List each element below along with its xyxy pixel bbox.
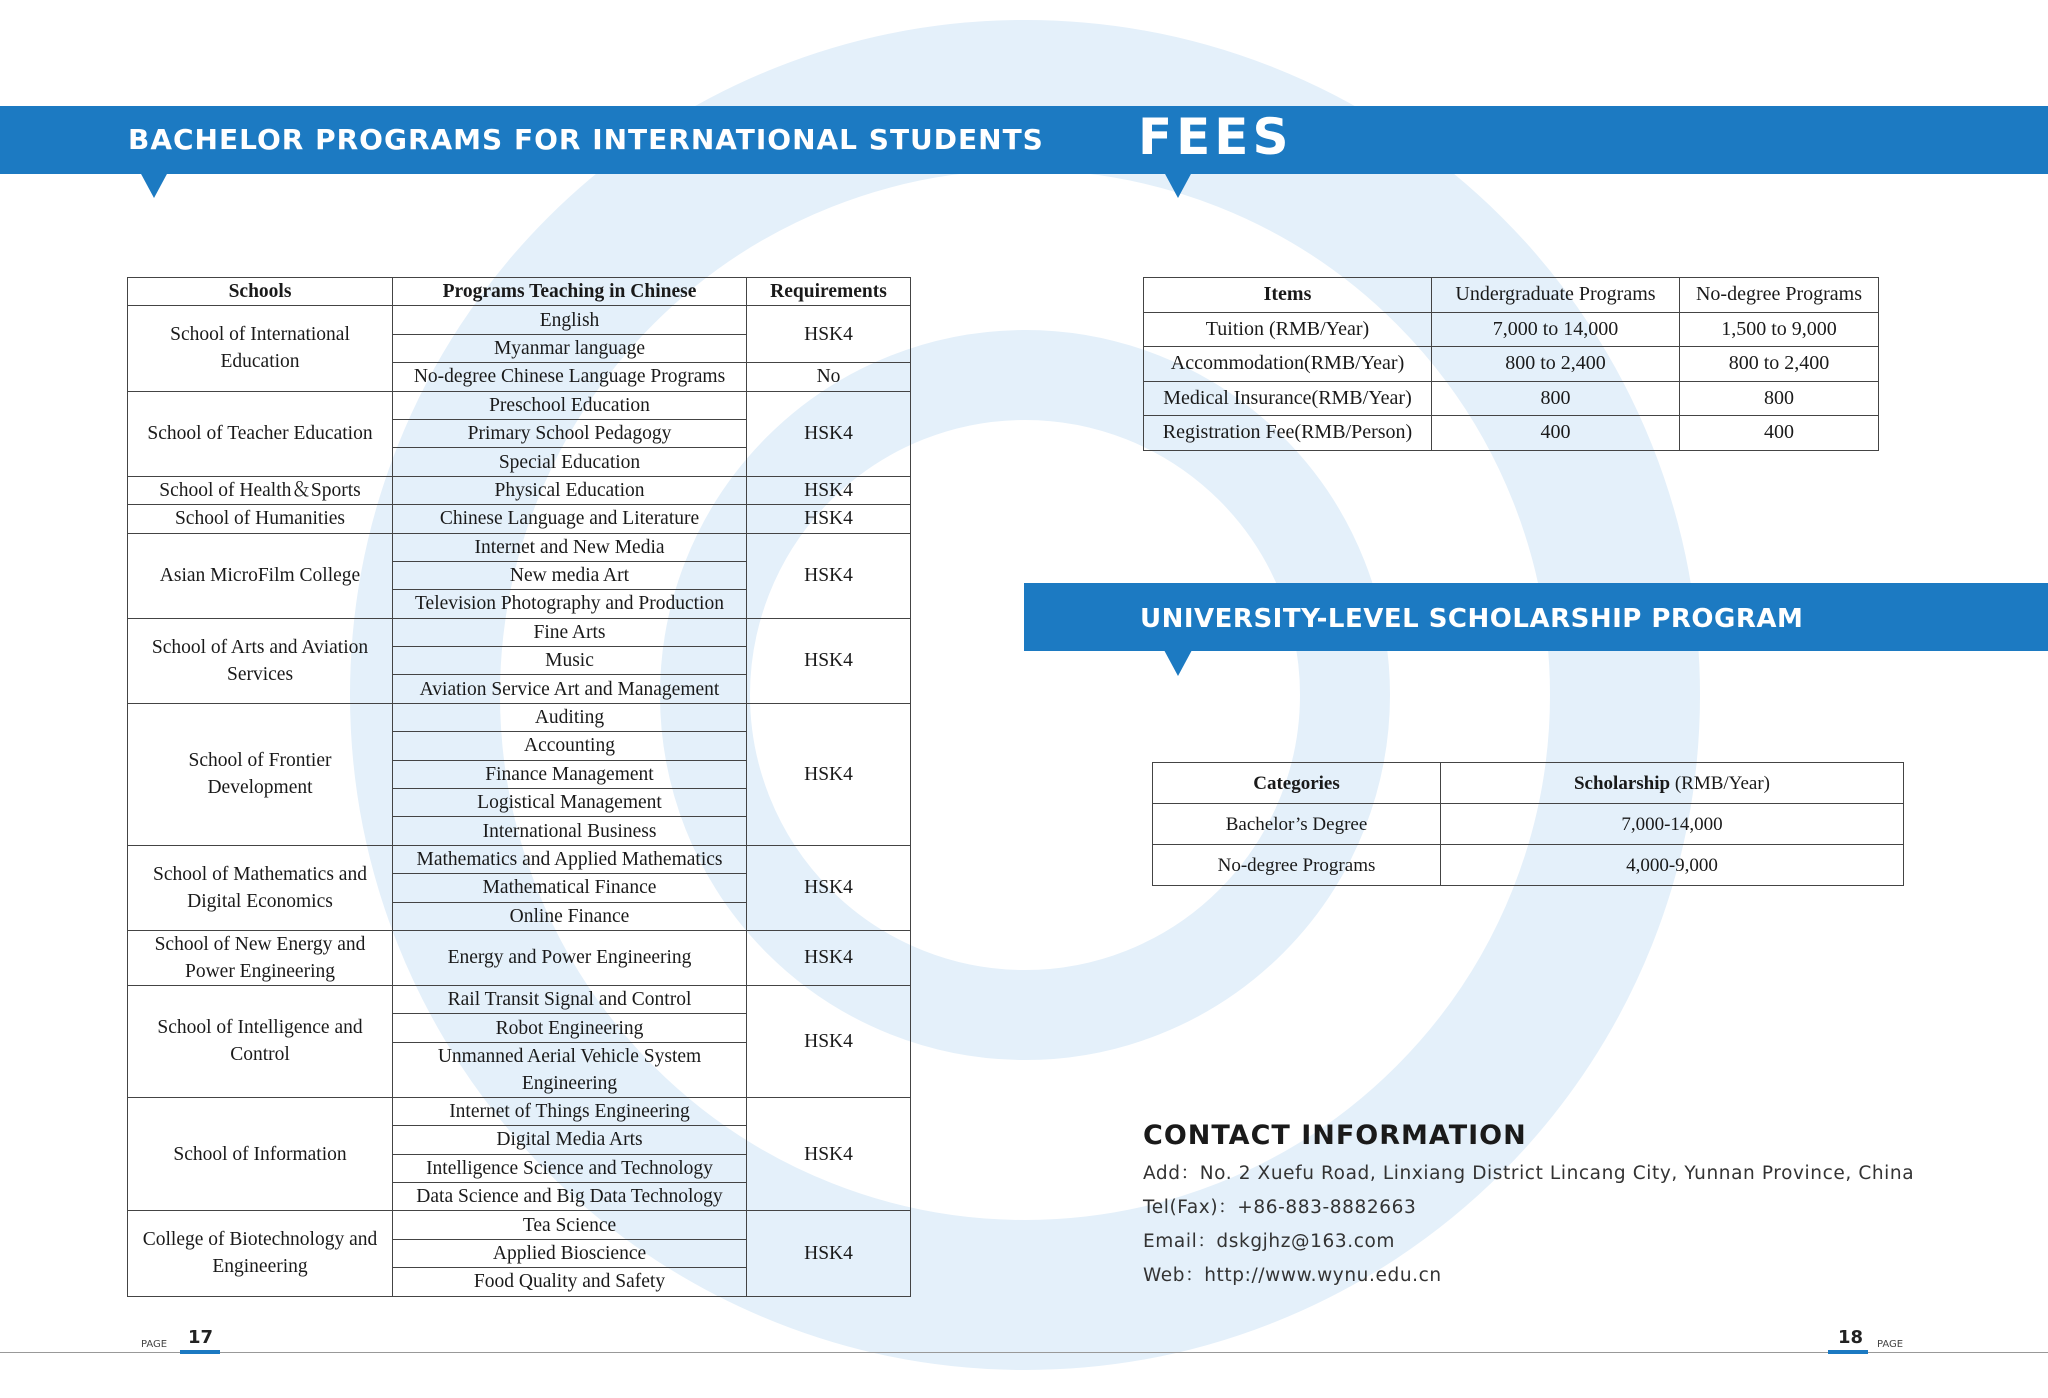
school-name-cell: School of Arts and Aviation Services (128, 618, 393, 703)
program-name-cell: Television Photography and Production (393, 590, 747, 618)
right-page-bar (1828, 1350, 1868, 1354)
left-page-title: BACHELOR PROGRAMS FOR INTERNATIONAL STUDENTS (128, 123, 1044, 156)
requirement-cell: HSK4 (747, 476, 911, 504)
program-name-cell: Physical Education (393, 476, 747, 504)
program-name-cell: Energy and Power Engineering (393, 930, 747, 985)
fees-header-nodegree: No-degree Programs (1680, 278, 1879, 313)
program-name-cell: Online Finance (393, 902, 747, 930)
table-row (1144, 416, 1879, 451)
contact-address: Add：No. 2 Xuefu Road, Linxiang District Lincang City, Yunnan Province, China (1143, 1163, 1915, 1184)
table-row (128, 985, 911, 1013)
program-name-cell: Digital Media Arts (393, 1126, 747, 1154)
fee-nodegree-cell: 1,500 to 9,000 (1680, 312, 1879, 347)
contact-title: CONTACT INFORMATION (1143, 1120, 1527, 1151)
program-name-cell: Robot Engineering (393, 1014, 747, 1042)
program-name-cell: English (393, 306, 747, 334)
table-row (1153, 845, 1904, 886)
left-page-word: PAGE (141, 1339, 168, 1350)
program-name-cell: Mathematical Finance (393, 874, 747, 902)
program-name-cell: Tea Science (393, 1211, 747, 1239)
requirement-cell: HSK4 (747, 505, 911, 533)
right-page-word: PAGE (1877, 1339, 1904, 1350)
scholarship-amount-cell: 4,000-9,000 (1441, 845, 1904, 886)
school-name-cell: School of New Energy and Power Engineering (128, 930, 393, 985)
requirement-cell: HSK4 (747, 1211, 911, 1296)
scholarship-category-cell: Bachelor’s Degree (1153, 804, 1441, 845)
scholarship-header-categories: Categories (1153, 763, 1441, 804)
requirement-cell: HSK4 (747, 703, 911, 845)
footer-rule-right (1024, 1352, 2048, 1353)
school-name-cell: School of International Education (128, 306, 393, 391)
fee-item-cell: Medical Insurance(RMB/Year) (1144, 381, 1432, 416)
scholarship-table (1152, 762, 1904, 886)
scholarship-category-cell: No-degree Programs (1153, 845, 1441, 886)
program-name-cell: Accounting (393, 732, 747, 760)
fee-nodegree-cell: 400 (1680, 416, 1879, 451)
program-name-cell: Myanmar language (393, 334, 747, 362)
table-row (128, 391, 911, 419)
fees-title: FEES (1138, 108, 1293, 166)
table-row (1144, 347, 1879, 382)
program-name-cell: Logistical Management (393, 789, 747, 817)
table-row (128, 306, 911, 334)
program-name-cell: Internet of Things Engineering (393, 1097, 747, 1125)
school-name-cell: School of Information (128, 1097, 393, 1211)
requirement-cell: HSK4 (747, 985, 911, 1097)
fee-item-cell: Tuition (RMB/Year) (1144, 312, 1432, 347)
fee-undergraduate-cell: 800 to 2,400 (1432, 347, 1680, 382)
school-name-cell: College of Biotechnology and Engineering (128, 1211, 393, 1296)
scholarship-title-pointer (1164, 650, 1192, 676)
requirement-cell: HSK4 (747, 845, 911, 930)
school-name-cell: School of Teacher Education (128, 391, 393, 476)
requirement-cell: HSK4 (747, 391, 911, 476)
left-title-pointer (140, 172, 168, 198)
school-name-cell: Asian MicroFilm College (128, 533, 393, 618)
program-name-cell: Data Science and Big Data Technology (393, 1182, 747, 1210)
contact-phone: Tel(Fax)：+86-883-8882663 (1143, 1197, 1417, 1218)
program-name-cell: Special Education (393, 448, 747, 476)
left-page-bar (180, 1350, 220, 1354)
program-name-cell: New media Art (393, 561, 747, 589)
requirement-cell: HSK4 (747, 306, 911, 363)
contact-email[interactable]: Email：dskgjhz@163.com (1143, 1231, 1396, 1252)
fees-title-pointer (1164, 172, 1192, 198)
fee-undergraduate-cell: 800 (1432, 381, 1680, 416)
table-row (128, 505, 911, 533)
school-name-cell: School of Intelligence and Control (128, 985, 393, 1097)
fee-item-cell: Accommodation(RMB/Year) (1144, 347, 1432, 382)
school-name-cell: School of Humanities (128, 505, 393, 533)
fee-nodegree-cell: 800 to 2,400 (1680, 347, 1879, 382)
scholarship-header-row (1153, 763, 1904, 804)
program-name-cell: Preschool Education (393, 391, 747, 419)
footer-rule-left (0, 1352, 1024, 1353)
table-row (128, 533, 911, 561)
programs-table-header-row (128, 278, 911, 306)
left-page-number: 17 (188, 1327, 214, 1348)
scholarship-header-unit: (RMB/Year) (1670, 772, 1771, 794)
program-name-cell: Fine Arts (393, 618, 747, 646)
fees-table (1143, 277, 1879, 451)
program-name-cell: Internet and New Media (393, 533, 747, 561)
school-name-cell: School of Health＆Sports (128, 476, 393, 504)
fee-nodegree-cell: 800 (1680, 381, 1879, 416)
program-name-cell: Music (393, 647, 747, 675)
table-row (1153, 804, 1904, 845)
fees-table-header-row (1144, 278, 1879, 313)
program-name-cell: Rail Transit Signal and Control (393, 985, 747, 1013)
requirement-cell: No (747, 363, 911, 391)
table-row (128, 1097, 911, 1125)
program-name-cell: Chinese Language and Literature (393, 505, 747, 533)
header-requirements: Requirements (747, 278, 911, 306)
scholarship-title: UNIVERSITY-LEVEL SCHOLARSHIP PROGRAM (1140, 604, 1804, 634)
contact-block (1143, 1120, 1914, 1287)
table-row (128, 845, 911, 873)
fee-undergraduate-cell: 7,000 to 14,000 (1432, 312, 1680, 347)
program-name-cell: Applied Bioscience (393, 1239, 747, 1267)
program-name-cell: Aviation Service Art and Management (393, 675, 747, 703)
program-name-cell: Unmanned Aerial Vehicle System Engineering (393, 1042, 747, 1097)
right-page-number: 18 (1838, 1327, 1864, 1348)
table-row (128, 618, 911, 646)
table-row (1144, 312, 1879, 347)
fees-header-undergraduate: Undergraduate Programs (1432, 278, 1680, 313)
table-row (1144, 381, 1879, 416)
table-row (128, 703, 911, 731)
fee-undergraduate-cell: 400 (1432, 416, 1680, 451)
school-name-cell: School of Mathematics and Digital Economics (128, 845, 393, 930)
fee-item-cell: Registration Fee(RMB/Person) (1144, 416, 1432, 451)
scholarship-amount-cell: 7,000-14,000 (1441, 804, 1904, 845)
header-schools: Schools (128, 278, 393, 306)
programs-table (127, 277, 911, 1297)
program-name-cell: Intelligence Science and Technology (393, 1154, 747, 1182)
requirement-cell: HSK4 (747, 1097, 911, 1211)
table-row (128, 930, 911, 985)
school-name-cell: School of Frontier Development (128, 703, 393, 845)
program-name-cell: Food Quality and Safety (393, 1268, 747, 1296)
program-name-cell: Primary School Pedagogy (393, 419, 747, 447)
program-name-cell: Auditing (393, 703, 747, 731)
program-name-cell: International Business (393, 817, 747, 845)
program-name-cell: Finance Management (393, 760, 747, 788)
program-name-cell: Mathematics and Applied Mathematics (393, 845, 747, 873)
scholarship-header-amount (1441, 763, 1904, 804)
requirement-cell: HSK4 (747, 533, 911, 618)
fees-header-items: Items (1144, 278, 1432, 313)
table-row (128, 1211, 911, 1239)
scholarship-header-label: Scholarship (1573, 772, 1671, 794)
requirement-cell: HSK4 (747, 618, 911, 703)
table-row (128, 476, 911, 504)
contact-website[interactable]: Web：http://www.wynu.edu.cn (1143, 1265, 1442, 1286)
program-name-cell: No-degree Chinese Language Programs (393, 363, 747, 391)
header-programs: Programs Teaching in Chinese (393, 278, 747, 306)
requirement-cell: HSK4 (747, 930, 911, 985)
